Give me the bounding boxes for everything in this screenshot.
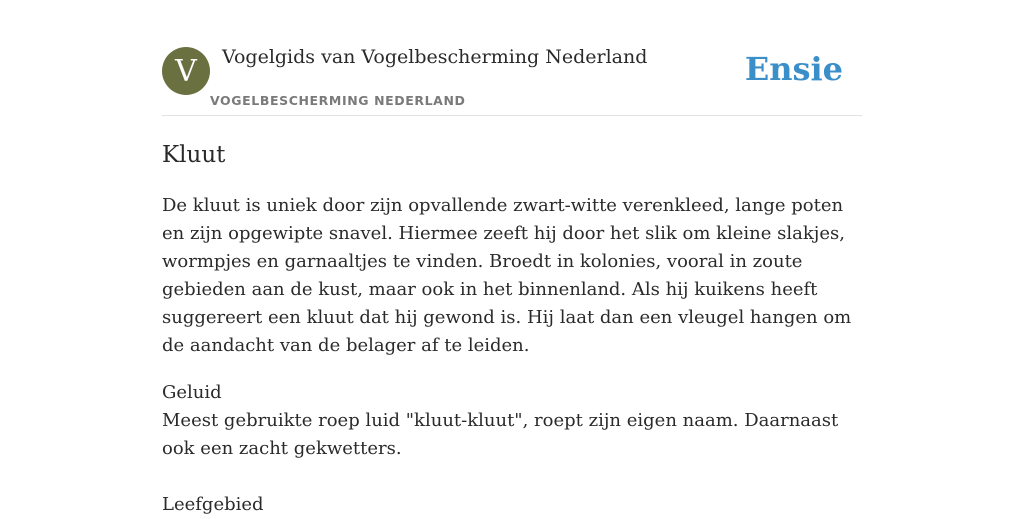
habitat-heading: Leefgebied: [162, 494, 264, 515]
ensie-logo-link[interactable]: Ensie: [744, 50, 843, 88]
page-container: [162, 0, 862, 519]
article-body: [162, 192, 862, 519]
source-subtitle-link[interactable]: VOGELBESCHERMING NEDERLAND: [210, 93, 466, 108]
sound-text: Meest gebruikte roep luid "kluut-kluut", roept zijn eigen naam. Daarnaast ook een zacht gekwetters.: [162, 410, 839, 459]
source-avatar[interactable]: V: [162, 47, 210, 95]
spacer: [162, 463, 862, 491]
sound-heading: Geluid: [162, 382, 222, 403]
article-intro: De kluut is uniek door zijn opvallende zwart-witte verenkleed, lange poten en zijn opgewipte snavel. Hiermee zeeft hij door het slik om kleine slakjes, wormpjes en garnaaltjes te vinden. Broedt in kolonies, vooral in zoute gebieden aan de kust, maar ook in het binnenland. Als hij kuikens heeft suggereert een kluut dat hij gewond is. Hij laat dan een vleugel hangen om de aandacht van de belager af te leiden.: [162, 195, 852, 356]
article-title: Kluut: [162, 142, 226, 168]
source-title-link[interactable]: Vogelgids van Vogelbescherming Nederland: [222, 46, 648, 68]
header: [162, 0, 862, 116]
